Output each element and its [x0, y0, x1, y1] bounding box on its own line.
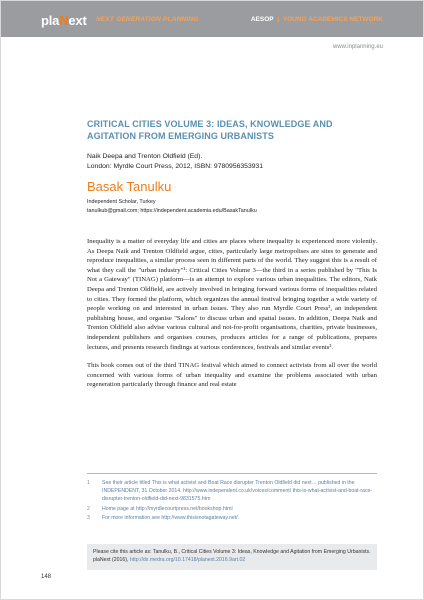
footnote-1[interactable] — [87, 479, 377, 504]
author-contact[interactable]: tanulkub@gmail.com; https://independent.academia.edu/BasakTanulku — [87, 208, 257, 214]
footnotes — [87, 479, 377, 523]
footnote-2[interactable] — [87, 505, 377, 513]
footnote-number: 3 — [87, 514, 90, 521]
nav-separator: | — [277, 16, 280, 23]
journal-tagline: NEXT GENERATION PLANNING — [96, 16, 199, 23]
nav-young-academics[interactable]: YOUNG ACADEMICS NETWORK — [282, 16, 383, 23]
article-body — [87, 237, 377, 399]
citation-doi-link[interactable]: http://dx.medra.org/10.17418/planext.2016.9art.02 — [129, 557, 246, 563]
author-affiliation: Independent Scholar, Turkey — [87, 199, 156, 205]
article-title: CRITICAL CITIES VOLUME 3: IDEAS, KNOWLEDGE AND AGITATION FROM EMERGING URBANISTS — [87, 119, 333, 141]
logo-text-ext: ext — [68, 13, 87, 28]
logo-text-n: N — [59, 13, 69, 28]
citation-text: Please cite this article as: Tanulku, B., Critical Cities Volume 3: Ideas, Knowledge and Agitation from Emerging Urbanists. plaNext (2016), — [93, 549, 371, 563]
citation-box — [87, 544, 377, 570]
author-affiliation-block — [87, 198, 377, 216]
review-author-name: Basak Tanulku — [87, 179, 172, 194]
nav-aesop[interactable]: AESOP — [250, 16, 274, 23]
plan-next-logo[interactable] — [41, 13, 87, 28]
page-number: 148 — [41, 574, 52, 580]
body-paragraph-1: Inequality is a matter of everyday life and cities are places where inequality is experienced more violently. As Deepa Naik and Trenton Oldfield argue, cities, particularly large metropolises are sites to generate and reproduce inequalities, a similar process seen in different parts of the world. They suggest this is a result of what they call the "urban industry"¹: Critical Cities Volume 3—the third in a series published by "This Is Not a Gateway" (TINAG) platform—is an attempt to explore various urban inequalities. The editors, Naik Deepa and Trenton Oldfield, are actively involved in bringing forward various forms of inequalities related to cities. They formed the platform, which organizes the annual festival bringing together a wide variety of people working on and interested in urban issues. They also run Myrdle Court Press², an independent publishing house, and organise "Salons" to discuss urban and spatial issues. In addition, Deepa Naik and Trenton Oldfield also advise various cultural and not-for-profit organisations, charities, private businesses, independent publishers and organises courses, produces articles for a range of publications, prepares lectures, and presents research findings at various conferences, festivals and similar events³. — [87, 238, 377, 351]
footnote-number: 1 — [87, 480, 90, 486]
footnote-3[interactable] — [87, 514, 377, 522]
footnote-text: For more information see http://www.thisisnotagateway.net/. — [102, 514, 240, 521]
book-authors: Naik Deepa and Trenton Oldfield (Ed). — [87, 153, 203, 160]
footnote-divider — [87, 473, 377, 474]
header-bar — [1, 1, 423, 37]
book-info — [87, 152, 377, 172]
header-nav — [251, 16, 383, 23]
footnote-text: See their article titled This is what activist and Boat Race disrupter Trenton Oldfield did next… published in the INDEPENDENT, 31 October 2014. http://www.independent.co.uk/voices/comment/ this-is-what-activist-and-boat-race-disrupter-trenton-oldfield-did-next-9831575.htm — [102, 480, 373, 503]
footnote-number: 2 — [87, 505, 90, 512]
logo-text-pla: pla — [41, 13, 60, 28]
body-paragraph-2: This book comes out of the third TINAG festival which aimed to connect activists from all over the world concerned with various forms of urban inequality and examine the problems associated with urban regeneration particularly through finance and real estate — [87, 362, 377, 389]
footnote-text: Home page at http://myrdlecourtpress.net/bookshop.html — [102, 505, 233, 512]
book-publisher: London: Myrdle Court Press, 2012, ISBN: 9780956353931 — [87, 163, 264, 170]
site-url[interactable]: www.inplanning.eu — [332, 44, 383, 50]
